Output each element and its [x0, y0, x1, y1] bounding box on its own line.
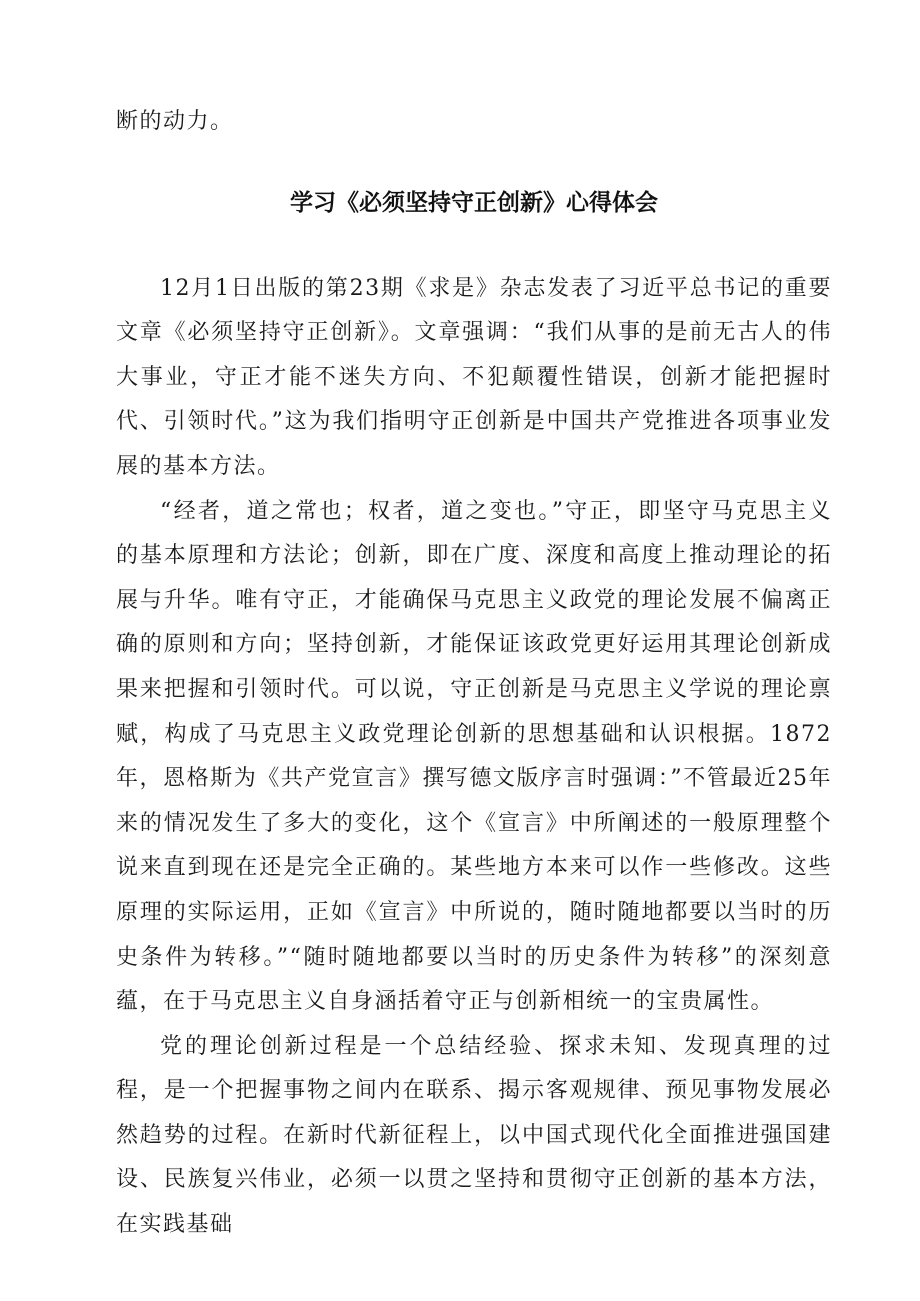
paragraph-2: “经者，道之常也；权者，道之变也。”守正，即坚守马克思主义的基本原理和方法论；创新，即在广度、深度和高度上推动理论的拓展与升华。唯有守正，才能确保马克思主义政党的理论发展不偏离正确的原则和方向；坚持创新，才能保证该政党更好运用其理论创新成果来把握和引领时代。可以说，守正创新是马克思主义学说的理论禀赋，构成了马克思主义政党理论创新的思想基础和认识根据。1872年，恩格斯为《共产党宣言》撰写德文版序言时强调：”不管最近25年来的情况发生了多大的变化，这个《宣言》中所阐述的一般原理整个说来直到现在还是完全正确的。某些地方本来可以作一些修改。这些原理的实际运用，正如《宣言》中所说的，随时随地都要以当时的历史条件为转移。”“随时随地都要以当时的历史条件为转移”的深刻意蕴，在于马克思主义自身涵括着守正与创新相统一的宝贵属性。	[116, 498, 832, 1015]
page-title: 学习《必须坚持守正创新》心得体会	[290, 189, 658, 216]
paragraph-3: 党的理论创新过程是一个总结经验、探求未知、发现真理的过程，是一个把握事物之间内在联系、揭示客观规律、预见事物发展必然趋势的过程。在新时代新征程上，以中国式现代化全面推进强国建设、民族复兴伟业，必须一以贯之坚持和贯彻守正创新的基本方法，在实践基础	[116, 1033, 832, 1238]
paragraph-1: 12月1日出版的第23期《求是》杂志发表了习近平总书记的重要文章《必须坚持守正创新》。文章强调：“我们从事的是前无古人的伟大事业，守正才能不迷失方向、不犯颠覆性错误，创新才能把握时代、引领时代。”这为我们指明守正创新是中国共产党推进各项事业发展的基本方法。	[116, 275, 832, 479]
document-body	[116, 100, 832, 1248]
lead-fragment: 断的动力。	[116, 109, 234, 134]
